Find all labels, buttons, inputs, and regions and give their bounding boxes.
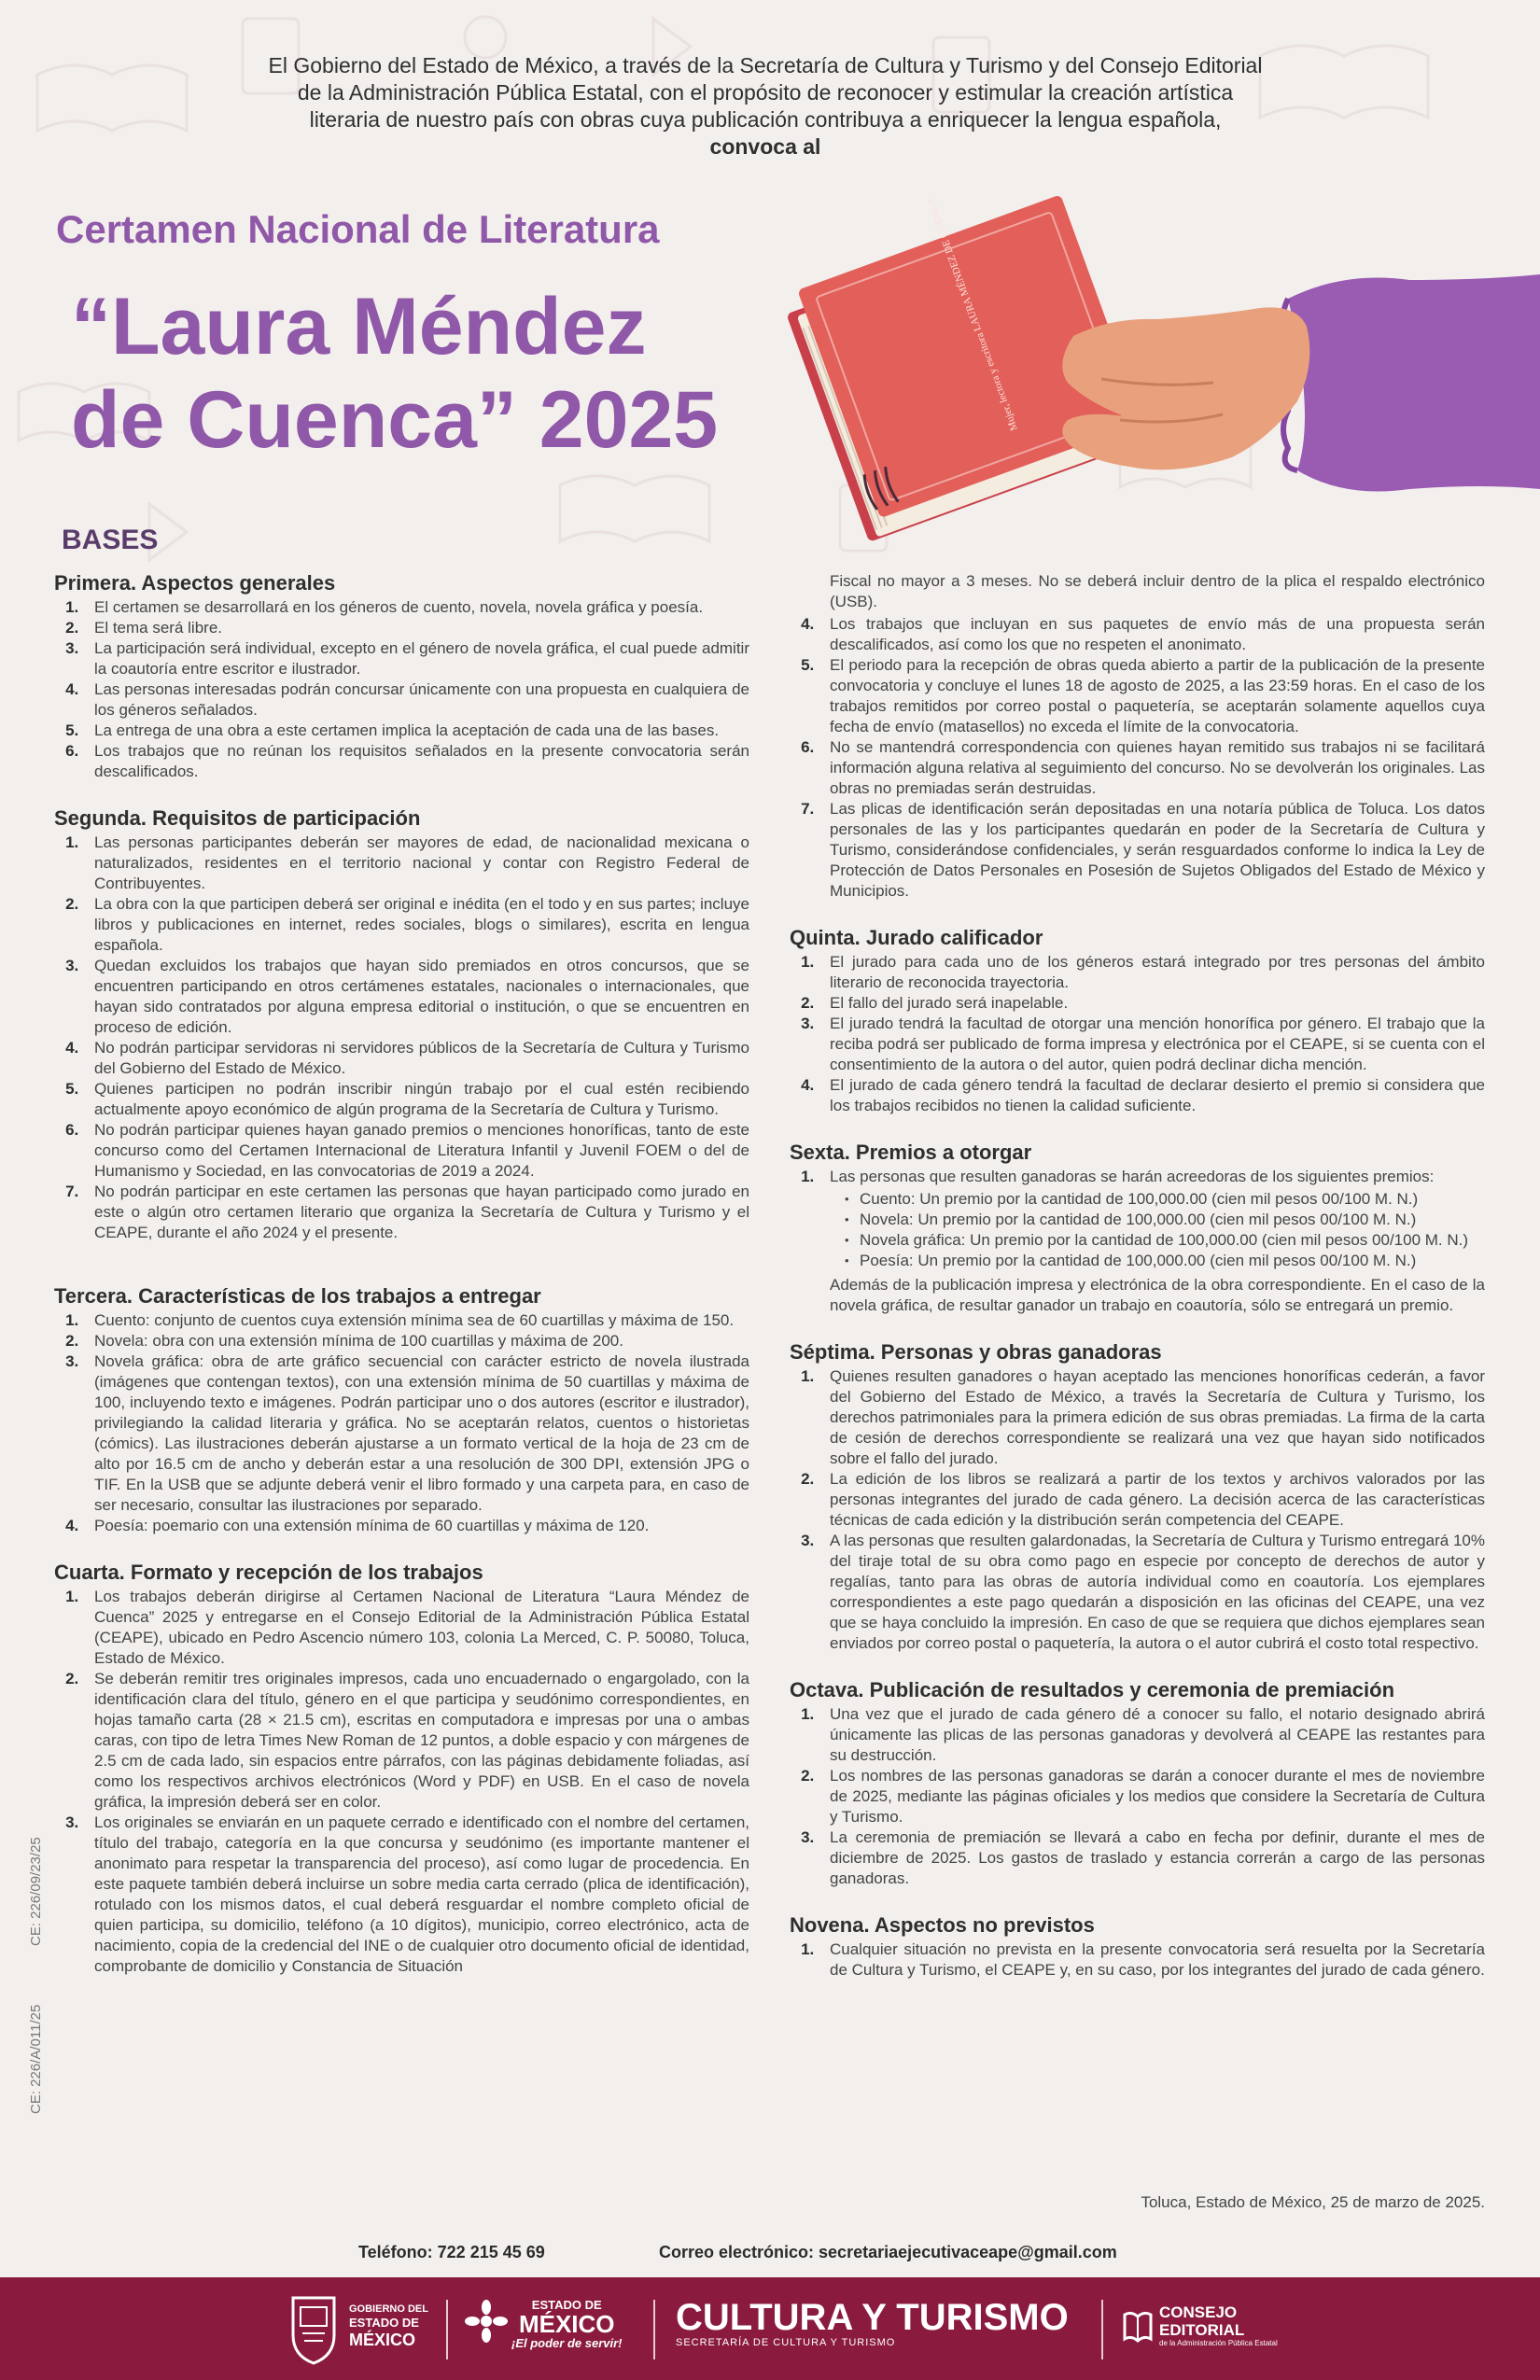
list-item: 4. No podrán participar servidoras ni servidores públicos de la Secretaría de Cultura y Turismo del Gobierno del Estado de México. (83, 1038, 749, 1079)
list-item: 3. Novela gráfica: obra de arte gráfico secuencial con carácter estricto de novela ilustrada (imágenes que contengan textos), con una extensión mínima de 50 cuartillas y máxima de 100, incluyendo texto e imágenes. Podrán participar uno o dos autores (escritor e ilustrador), privilegiando la calidad literaria y gráfica. No se aceptarán relatos, cuentos o historietas (cómics). Las ilustraciones deberán ajustarse a un formato vertical de la hoja de 23 cm de alto por 16.5 cm de ancho y deberán estar a una resolución de 300 DPI, extensión JPG o TIF. En la USB que se adjunte deberá venir el libro formado y una carpeta para, en caso de ser necesario, consultar las ilustraciones por separado. (83, 1351, 749, 1516)
footer-divider (446, 2300, 448, 2359)
section-title: Segunda. Requisitos de participación (54, 806, 421, 830)
list-item: 1. Los trabajos deberán dirigirse al Certamen Nacional de Literatura “Laura Méndez de Cuenca” 2025 y entregarse en el Consejo Editorial de la Administración Pública Estatal (CEAPE), ubicado en Pedro Ascencio número 103, colonia La Merced, C. P. 50080, Toluca, Estado de México. (83, 1587, 749, 1669)
list-item: 5. El periodo para la recepción de obras queda abierto a partir de la publicación de la presente convocatoria y concluye el lunes 18 de agosto de 2025, a las 23:59 horas. En el caso de los trabajos remitidos por correo postal o paquetería, se aceptarán solamente aquellos cuya fecha de envío (matasellos) no exceda el límite de la convocatoria. (819, 655, 1485, 737)
state-coat-of-arms-icon (287, 2292, 340, 2365)
section-cuarta-continued (790, 571, 1485, 902)
list-item: 1. Las personas participantes deberán ser mayores de edad, de nacionalidad mexicana o naturalizados, residentes en el territorio nacional y contar con Registro Federal de Contribuyentes. (83, 833, 749, 894)
section-title: Primera. Aspectos generales (54, 571, 336, 595)
footer-divider (653, 2300, 655, 2359)
prize-item: • Poesía: Un premio por la cantidad de 100,000.00 (cien mil pesos 00/100 M. N.) (858, 1251, 1485, 1271)
convoca-text: convoca al (709, 134, 821, 159)
section-title: Sexta. Premios a otorgar (790, 1141, 1032, 1164)
list-item: 2. El tema será libre. (83, 618, 749, 638)
gob-line-2: ESTADO DE (349, 2316, 419, 2330)
contact-phone: Teléfono: 722 215 45 69 (358, 2243, 545, 2261)
section-primera (54, 571, 749, 782)
book-cover-text: Mujer, lectora y escritora LAURA MÉNDEZ DE CUENCA (924, 196, 1020, 433)
prize-item: • Novela gráfica: Un premio por la cantidad de 100,000.00 (cien mil pesos 00/100 M. N.) (858, 1230, 1485, 1251)
list-item: 3. Quedan excluidos los trabajos que hayan sido premiados en otros concursos, que se encuentren participando en otros certámenes estatales, nacionales o internacionales, que hayan sido contratados por alguna empresa editorial o institución, o que se encuentren en proceso de edición. (83, 956, 749, 1038)
intro-paragraph (112, 52, 1419, 161)
prizes-intro: Las personas que resulten ganadoras se harán acreedoras de los siguientes premios: (830, 1168, 1435, 1185)
list-item: 1. El certamen se desarrollará en los géneros de cuento, novela, novela gráfica y poesía. (83, 597, 749, 618)
prizes-note: Además de la publicación impresa y electrónica de la obra correspondiente. En el caso de la novela gráfica, de resultar ganador un trabajo en coautoría, sólo se entregará un premio. (830, 1276, 1485, 1314)
list-item: 3. El jurado tendrá la facultad de otorgar una mención honorífica por género. El trabajo que la reciba podrá ser publicado de forma impresa y electrónica por el CEAPE, si se cuenta con el consentimiento de la autora o del autor, quien podrá declinar dicha mención. (819, 1014, 1485, 1075)
hand-holding-book-illustration (765, 196, 1540, 569)
page-subtitle: Certamen Nacional de Literatura (56, 207, 660, 251)
open-book-icon (1122, 2307, 1154, 2345)
edomex-line-2: MÉXICO (518, 2310, 615, 2338)
intro-line-3: literaria de nuestro país con obras cuya publicación contribuya a enriquecer la lengua española, (309, 107, 1222, 132)
list-item: 1. Cualquier situación no prevista en la presente convocatoria será resuelta por la Secretaría de Cultura y Turismo, el CEAPE y, en su caso, por los integrantes del jurado de cada género. (819, 1939, 1485, 1981)
consejo-subtitle: de la Administración Pública Estatal (1159, 2339, 1278, 2347)
list-item: 1. Quienes resulten ganadores o hayan aceptado las menciones honoríficas cederán, a favor del Gobierno del Estado de México, a través la Secretaría de Cultura y Turismo, los derechos patrimoniales para la primera edición de sus obras premiadas. La firma de la carta de cesión de derechos correspondiente se realizará una vez que hayan sido notificados sobre el fallo del jurado. (819, 1366, 1485, 1469)
right-column (790, 571, 1485, 2005)
list-item: 6. No podrán participar quienes hayan ganado premios o menciones honoríficas, tanto de este concurso como del Certamen Internacional de Literatura Infantil y Juvenil FOEM o del de Humanismo y Sociedad, en las convocatorias de 2019 a 2024. (83, 1120, 749, 1182)
list-item: 3. La participación será individual, excepto en el género de novela gráfica, el cual puede admitir la coautoría entre escritor e ilustrador. (83, 638, 749, 679)
gob-line-3: MÉXICO (349, 2331, 416, 2349)
gobierno-logo-text (349, 2303, 428, 2349)
section-quinta (790, 926, 1485, 1116)
title-line-1: “Laura Méndez (71, 282, 647, 371)
prize-item: • Novela: Un premio por la cantidad de 100,000.00 (cien mil pesos 00/100 M. N.) (858, 1210, 1485, 1230)
consejo-editorial-logo (1159, 2303, 1278, 2347)
side-code-2: CE: 226/A/011/25 (28, 2004, 44, 2114)
intro-line-2: de la Administración Pública Estatal, con el propósito de reconocer y estimular la creación artística (297, 80, 1234, 105)
list-item: 3. A las personas que resulten galardonadas, la Secretaría de Cultura y Turismo entregará 10% del tiraje total de su obra como pago en especie por concepto de derechos de autor y regalías, tanto para las obras de autoría individual como en coautoría. Los ejemplares correspondientes a este pago quedarán a disposición en las oficinas del CEAPE, una vez que se haya concluido la impresión. En caso de que se requiera que dichos ejemplares sean enviados por correo postal o paquetería, la autora o el autor cubrirá el costo total respectivo. (819, 1531, 1485, 1654)
list-item: 6. Los trabajos que no reúnan los requisitos señalados en la presente convocatoria serán descalificados. (83, 741, 749, 782)
list-item: 2. Novela: obra con una extensión mínima de 100 cuartillas y máxima de 200. (83, 1331, 749, 1351)
contact-email: Correo electrónico: secretariaejecutivaceape@gmail.com (659, 2243, 1117, 2261)
footer-divider (1101, 2300, 1103, 2359)
cultura-subtitle: SECRETARÍA DE CULTURA Y TURISMO (676, 2337, 896, 2348)
flower-logo-icon (465, 2300, 508, 2343)
section-novena (790, 1913, 1485, 1981)
prize-list (830, 1189, 1485, 1271)
prize-item: • Cuento: Un premio por la cantidad de 100,000.00 (cien mil pesos 00/100 M. N.) (858, 1189, 1485, 1210)
consejo-line-1: CONSEJO (1159, 2303, 1238, 2321)
list-item: 7. No podrán participar en este certamen las personas que hayan participado como jurado en este o algún otro certamen literario que organiza la Secretaría de Cultura y Turismo y el CEAPE, durante el año 2024 y el presente. (83, 1182, 749, 1243)
gob-line-1: GOBIERNO DEL (349, 2303, 428, 2315)
section-title: Séptima. Personas y obras ganadoras (790, 1340, 1162, 1364)
list-item: 4. Poesía: poemario con una extensión mínima de 60 cuartillas y máxima de 120. (83, 1516, 749, 1536)
list-item: 7. Las plicas de identificación serán depositadas en una notaría pública de Toluca. Los datos personales de las y los participantes quedarán en poder de la Secretaría de Cultura y Turismo, considerándose confidenciales, y serán resguardados conforme lo indica la Ley de Protección de Datos Personales en Posesión de Sujetos Obligados del Estado de México y Municipios. (819, 799, 1485, 902)
section-septima (790, 1340, 1485, 1654)
list-item: 5. Quienes participen no podrán inscribir ningún trabajo por el cual estén recibiendo actualmente apoyo económico de algún programa de la Secretaría de Cultura y Turismo. (83, 1079, 749, 1120)
list-item: 2. El fallo del jurado será inapelable. (819, 993, 1485, 1014)
section-title: Novena. Aspectos no previstos (790, 1913, 1095, 1937)
side-code-1: CE: 226/09/23/25 (28, 1837, 44, 1946)
list-item: 2. La edición de los libros se realizará a partir de los textos y archivos valorados por las personas integrantes del jurado de cada género. La decisión acerca de las características técnicas de cada edición y la distribución serán competencia del CEAPE. (819, 1469, 1485, 1531)
bases-heading: BASES (62, 525, 159, 555)
section-sexta (790, 1141, 1485, 1316)
list-item: 5. La entrega de una obra a este certamen implica la aceptación de cada una de las bases. (83, 721, 749, 741)
footer-bar (0, 2277, 1540, 2380)
section-octava (790, 1678, 1485, 1889)
list-item (819, 1167, 1485, 1271)
section-title: Cuarta. Formato y recepción de los trabajos (54, 1561, 483, 1584)
section-segunda (54, 806, 749, 1243)
list-item: 2. Los nombres de las personas ganadoras se darán a conocer durante el mes de noviembre de 2025, mediante las páginas oficiales y los medios que considere la Secretaría de Cultura y Turismo. (819, 1766, 1485, 1827)
cultura-turismo-logo (676, 2298, 1069, 2348)
intro-line-1: El Gobierno del Estado de México, a través de la Secretaría de Cultura y Turismo y del Consejo Editorial (268, 53, 1263, 77)
section-title: Quinta. Jurado calificador (790, 926, 1043, 949)
section-title: Tercera. Características de los trabajos a entregar (54, 1284, 541, 1308)
consejo-line-2: EDITORIAL (1159, 2321, 1245, 2339)
list-item: 2. La obra con la que participen deberá ser original e inédita (en el todo y en sus partes; incluye libros y publicaciones en internet, redes sociales, blogs o similares), escrita en lengua española. (83, 894, 749, 956)
list-item: 2. Se deberán remitir tres originales impresos, cada uno encuadernado o engargolado, con la identificación clara del título, género en el que participa y seudónimo correspondientes, en hojas tamaño carta (28 × 21.5 cm), escritas en computadora e impresas por una o ambas caras, con tipo de letra Times New Roman de 12 puntos, a doble espacio y con márgenes de 2.5 cm de cada lado, sin espacios entre párrafos, con las páginas debidamente foliadas, así como los respectivos archivos electrónicos (Word y PDF) en USB. En el caso de novela gráfica, la impresión deberá ser en color. (83, 1669, 749, 1813)
list-item: 1. Cuento: conjunto de cuentos cuya extensión mínima sea de 60 cuartillas y máxima de 150. (83, 1310, 749, 1331)
section-cuarta (54, 1561, 749, 1977)
place-date: Toluca, Estado de México, 25 de marzo de 2025. (1141, 2193, 1485, 2211)
list-item: 6. No se mantendrá correspondencia con quienes hayan remitido sus trabajos ni se facilitará información alguna relativa al seguimiento del concurso. No se devolverán los originales. Las obras no premiadas serán destruidas. (819, 737, 1485, 799)
list-item: 4. El jurado de cada género tendrá la facultad de declarar desierto el premio si considera que los trabajos recibidos no tienen la calidad suficiente. (819, 1075, 1485, 1116)
section-title: Octava. Publicación de resultados y ceremonia de premiación (790, 1678, 1395, 1701)
list-item: 4. Los trabajos que incluyan en sus paquetes de envío más de una propuesta serán descalificados, así como los que no respeten el anonimato. (819, 614, 1485, 655)
list-item: 3. Los originales se enviarán en un paquete cerrado e identificado con el nombre del certamen, título del trabajo, categoría en la que concursa y seudónimo (es importante mantener el anonimato para respetar la transparencia del proceso), así como lugar de procedencia. En este paquete también deberá incluirse un sobre media carta cerrado (plica de identificación), rotulado con los mismos datos, el cual deberá resguardar el nombre completo oficial de quien participa, su domicilio, teléfono (a 10 dígitos), municipio, correo electrónico, acta de nacimiento, copia de la credencial del INE o de cualquier otro documento oficial de identidad, comprobante de domicilio y Constancia de Situación (83, 1813, 749, 1977)
edomex-slogan: ¡El poder de servir! (511, 2336, 623, 2350)
left-column (54, 571, 749, 2001)
list-item: 1. El jurado para cada uno de los géneros estará integrado por tres personas del ámbito literario de reconocida trayectoria. (819, 952, 1485, 993)
section-tercera (54, 1284, 749, 1536)
page-title (71, 280, 718, 467)
edomex-logo-text (511, 2298, 622, 2350)
edomex-line-1: ESTADO DE (531, 2298, 602, 2312)
title-line-2: de Cuenca” 2025 (71, 375, 719, 465)
list-item: 1. Una vez que el jurado de cada género dé a conocer su fallo, el notario designado abrirá únicamente las plicas de las personas ganadoras y devolverá al CEAPE las restantes para su destrucción. (819, 1704, 1485, 1766)
continued-text: Fiscal no mayor a 3 meses. No se deberá incluir dentro de la plica el respaldo electrónico (USB). (830, 572, 1485, 610)
list-item: 3. La ceremonia de premiación se llevará a cabo en fecha por definir, durante el mes de diciembre de 2025. Los gastos de traslado y estancia correrán a cargo de las personas ganadoras. (819, 1827, 1485, 1889)
cultura-title: CULTURA Y TURISMO (676, 2297, 1069, 2338)
list-item: 4. Las personas interesadas podrán concursar únicamente con una propuesta en cualquiera de los géneros señalados. (83, 679, 749, 721)
